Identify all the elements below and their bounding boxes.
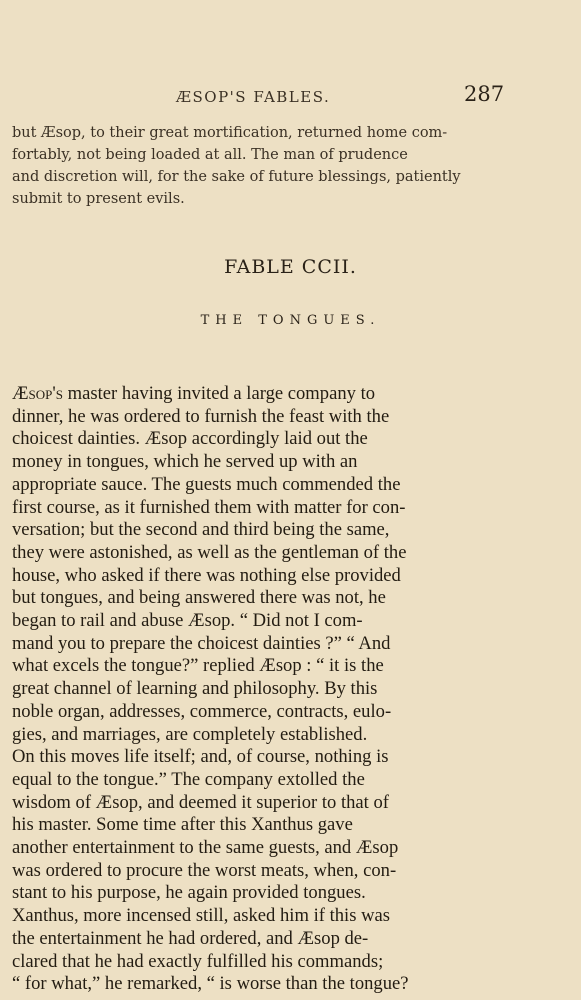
body-line: appropriate sauce. The guests much commended the	[12, 473, 401, 495]
running-head	[0, 82, 581, 112]
body-line: stant to his purpose, he again provided tongues.	[12, 882, 366, 904]
page-number: 287	[464, 82, 505, 106]
body-line	[12, 383, 510, 406]
body-line: began to rail and abuse Æsop. “ Did not I com-	[12, 610, 363, 632]
body-line: first course, as it furnished them with matter for con-	[12, 496, 406, 518]
body-line: money in tongues, which he served up with an	[12, 451, 358, 473]
lead-paragraph	[12, 122, 512, 210]
body-line: his master. Some time after this Xanthus gave	[12, 814, 353, 836]
body-line: choicest dainties. Æsop accordingly laid out the	[12, 428, 368, 450]
lead-line: and discretion will, for the sake of future blessings, patiently	[12, 169, 461, 185]
lead-line: but Æsop, to their great mortification, returned home com-	[12, 125, 448, 141]
body-line: was ordered to procure the worst meats, when, con-	[12, 859, 397, 881]
fable-body	[12, 383, 510, 996]
small-caps-word: sop's	[28, 383, 63, 404]
body-line: equal to the tongue.” The company extolled the	[12, 768, 365, 790]
body-line: versation; but the second and third being the same,	[12, 519, 390, 541]
body-line: what excels the tongue?” replied Æsop : “ it is the	[12, 655, 384, 677]
fable-title: THE TONGUES.	[200, 313, 381, 328]
fable-number: FABLE CCII.	[224, 256, 357, 278]
lead-line: fortably, not being loaded at all. The man of prudence	[12, 147, 408, 163]
body-line: wisdom of Æsop, and deemed it superior to that of	[12, 791, 389, 813]
body-line: they were astonished, as well as the gentleman of the	[12, 541, 407, 563]
body-line: another entertainment to the same guests, and Æsop	[12, 837, 399, 859]
body-line: house, who asked if there was nothing else provided	[12, 564, 401, 586]
first-line-text: master having invited a large company to	[62, 383, 376, 404]
drop-initial: Æ	[12, 383, 29, 404]
body-line: “ for what,” he remarked, “ is worse than the tongue?	[12, 973, 409, 995]
body-line: noble organ, addresses, commerce, contracts, eulo-	[12, 700, 392, 722]
body-line: dinner, he was ordered to furnish the feast with the	[12, 405, 390, 427]
body-line: On this moves life itself; and, of course, nothing is	[12, 746, 389, 768]
body-line: clared that he had exactly fulfilled his commands;	[12, 950, 384, 972]
body-line: great channel of learning and philosophy. By this	[12, 678, 378, 700]
body-line: mand you to prepare the choicest dainties ?” “ And	[12, 632, 391, 654]
body-line: but tongues, and being answered there was not, he	[12, 587, 386, 609]
running-title: ÆSOP'S FABLES.	[176, 88, 331, 106]
body-line: the entertainment he had ordered, and Æsop de-	[12, 927, 369, 949]
lead-line: submit to present evils.	[12, 191, 185, 207]
body-line: gies, and marriages, are completely established.	[12, 723, 368, 745]
body-line: Xanthus, more incensed still, asked him if this was	[12, 905, 391, 927]
